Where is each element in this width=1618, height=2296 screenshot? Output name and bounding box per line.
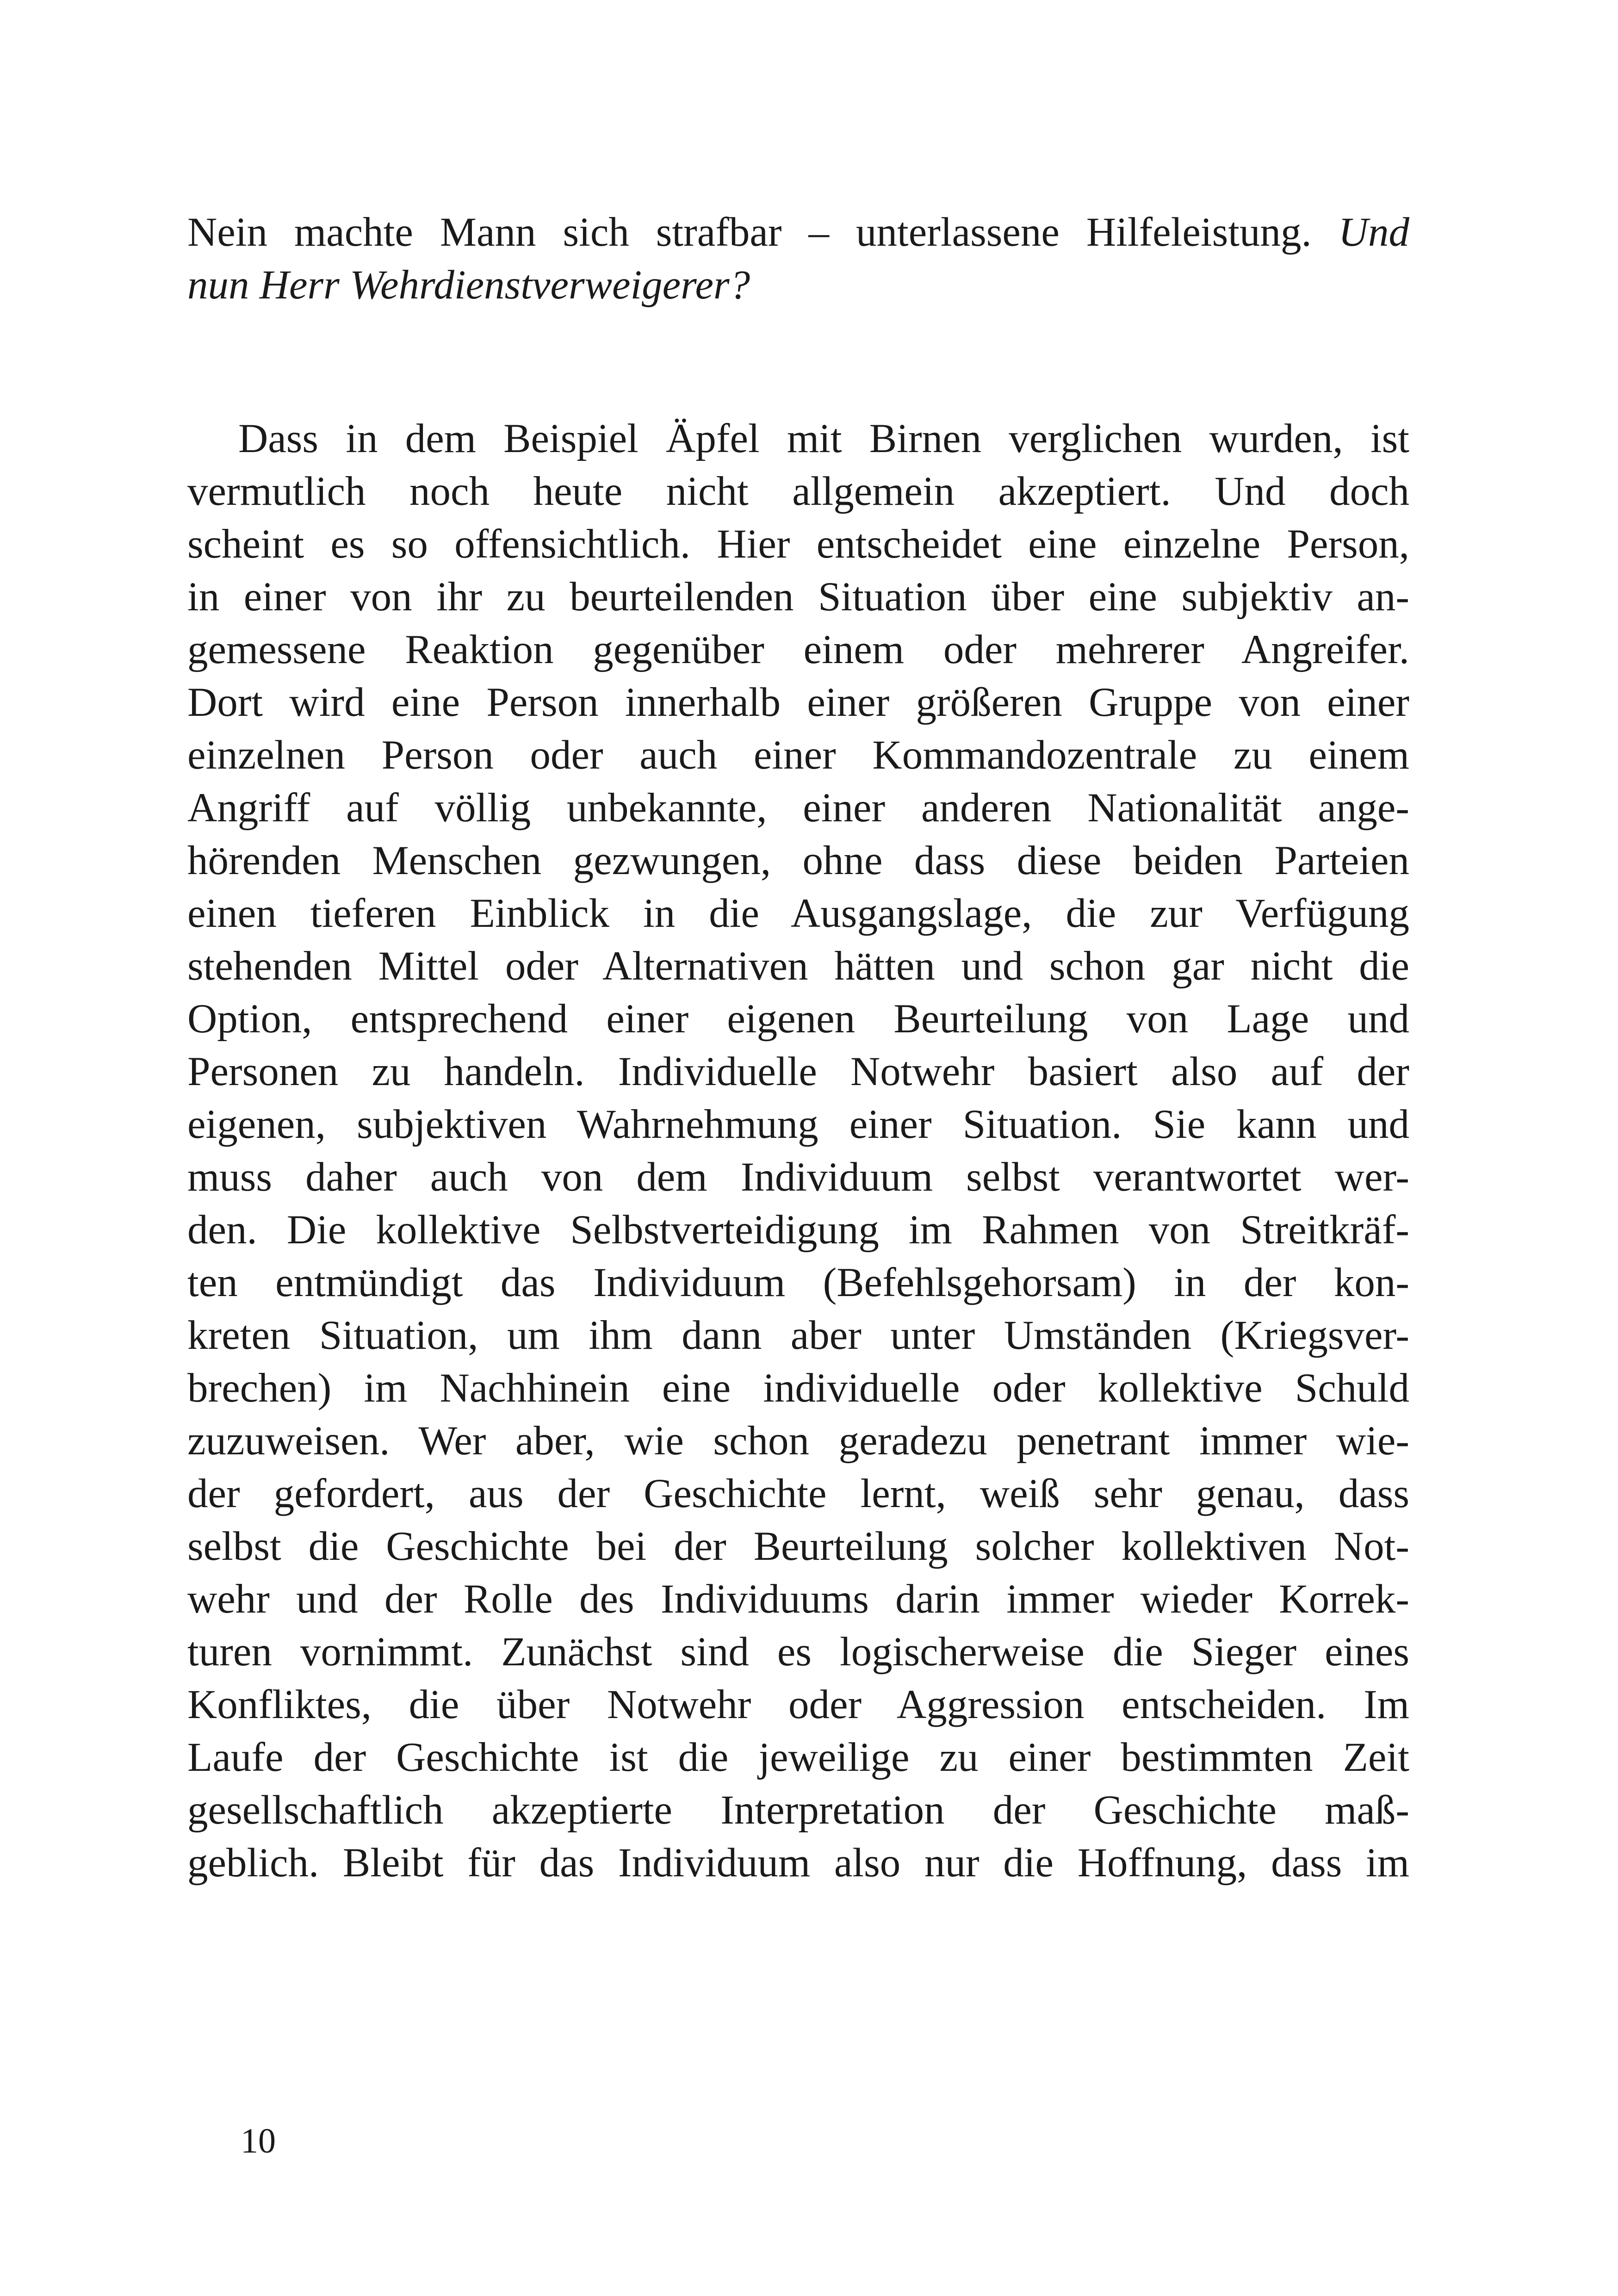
paragraph-line: Dass in dem Beispiel Äpfel mit Birnen verglichen wurden, ist: [238, 416, 1409, 461]
page-number: 10: [241, 2122, 276, 2160]
paragraph-line: Angriff auf völlig unbekannte, einer anderen Nationalität ange-: [187, 785, 1409, 831]
intro-line-2-italic: nun Herr Wehrdienstverweigerer?: [187, 262, 750, 308]
paragraph-line: kreten Situation, um ihm dann aber unter Umständen (Kriegsver-: [187, 1313, 1409, 1358]
paragraph-line: scheint es so offensichtlich. Hier entscheidet eine einzelne Person,: [187, 521, 1409, 567]
paragraph-line: Option, entsprechend einer eigenen Beurteilung von Lage und: [187, 996, 1409, 1042]
paragraph-line: Konfliktes, die über Notwehr oder Aggression entscheiden. Im: [187, 1682, 1409, 1727]
paragraph-line: gesellschaftlich akzeptierte Interpretation der Geschichte maß-: [187, 1787, 1409, 1833]
paragraph-line: der gefordert, aus der Geschichte lernt, weiß sehr genau, dass: [187, 1471, 1409, 1516]
paragraph-line: einzelnen Person oder auch einer Kommandozentrale zu einem: [187, 732, 1409, 778]
paragraph-line: hörenden Menschen gezwungen, ohne dass diese beiden Parteien: [187, 838, 1409, 883]
paragraph-line: gemessene Reaktion gegenüber einem oder mehrerer Angreifer.: [187, 627, 1409, 672]
intro-line-1-italic: Und: [1338, 210, 1410, 255]
paragraph-line: vermutlich noch heute nicht allgemein akzeptiert. Und doch: [187, 469, 1409, 514]
paragraph-line: stehenden Mittel oder Alternativen hätten und schon gar nicht die: [187, 943, 1409, 989]
paragraph-line: selbst die Geschichte bei der Beurteilung solcher kollektiven Not-: [187, 1524, 1409, 1569]
paragraph-line: Dort wird eine Person innerhalb einer größeren Gruppe von einer: [187, 680, 1409, 725]
paragraph-line: einen tieferen Einblick in die Ausgangslage, die zur Verfügung: [187, 891, 1409, 936]
paragraph-line: wehr und der Rolle des Individuums darin immer wieder Korrek-: [187, 1576, 1409, 1622]
paragraph-line: Personen zu handeln. Individuelle Notwehr basiert also auf der: [187, 1049, 1409, 1094]
intro-line-2: [187, 259, 1409, 311]
paragraph-line: eigenen, subjektiven Wahrnehmung einer Situation. Sie kann und: [187, 1102, 1409, 1147]
intro-line-1-text: Nein machte Mann sich strafbar – unterlassene Hilfeleistung.: [187, 210, 1312, 255]
paragraph-line: zuzuweisen. Wer aber, wie schon geradezu penetrant immer wie-: [187, 1418, 1409, 1464]
intro-line-1: [187, 206, 1409, 258]
paragraph-line: in einer von ihr zu beurteilenden Situation über eine subjektiv an-: [187, 574, 1409, 620]
paragraph-line: muss daher auch von dem Individuum selbst verantwortet wer-: [187, 1154, 1409, 1200]
paragraph-line: turen vornimmt. Zunächst sind es logischerweise die Sieger eines: [187, 1629, 1409, 1675]
paragraph-line: Laufe der Geschichte ist die jeweilige zu einer bestimmten Zeit: [187, 1735, 1409, 1780]
paragraph-line: brechen) im Nachhinein eine individuelle oder kollektive Schuld: [187, 1365, 1409, 1411]
paragraph-line: ten entmündigt das Individuum (Befehlsgehorsam) in der kon-: [187, 1260, 1409, 1305]
paragraph-line: geblich. Bleibt für das Individuum also nur die Hoffnung, dass im: [187, 1840, 1409, 1886]
paragraph-line: den. Die kollektive Selbstverteidigung im Rahmen von Streitkräf-: [187, 1207, 1409, 1253]
